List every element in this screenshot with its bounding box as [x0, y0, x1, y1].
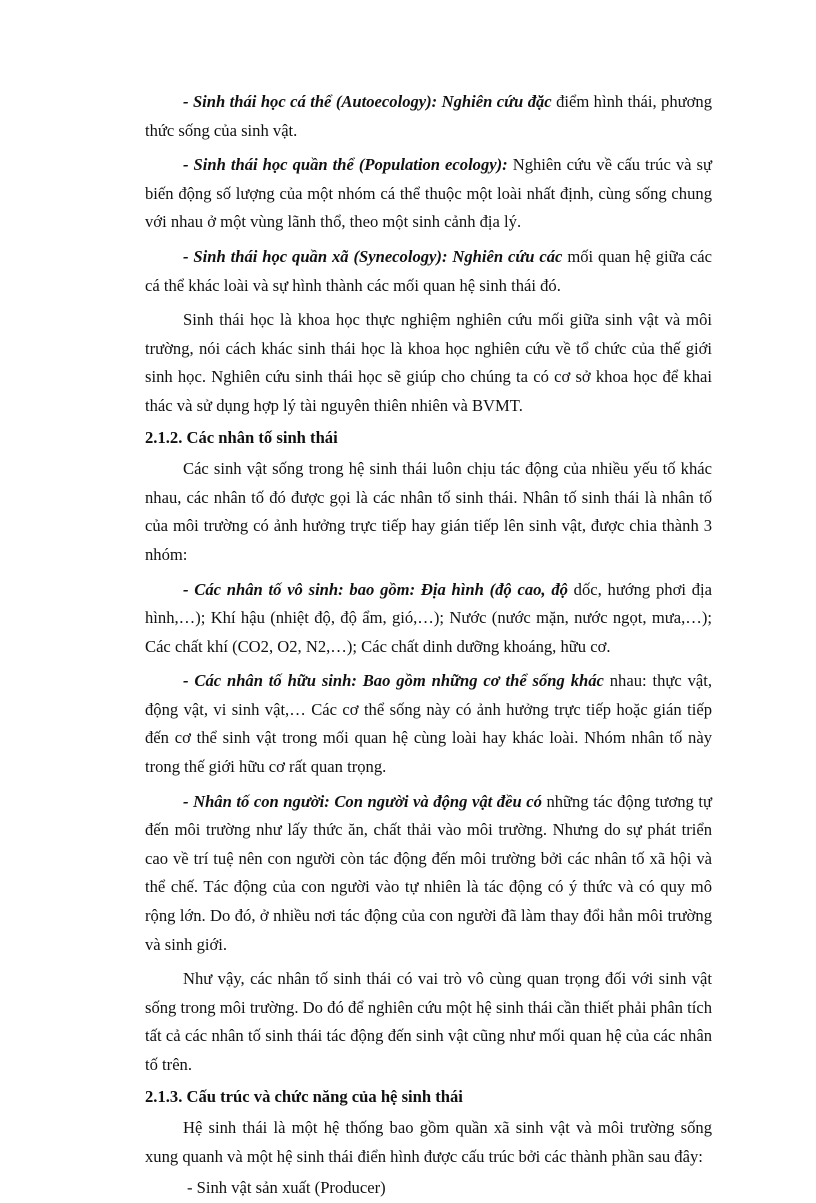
- term-synecology: - Sinh thái học quần xã (Synecology): Nghiên cứu các: [183, 246, 563, 266]
- paragraph-ecology-definition: Sinh thái học là khoa học thực nghiệm nghiên cứu mối giữa sinh vật và môi trường, nói cách khác sinh thái học là khoa học nghiên cứu về tổ chức của thế giới sinh học. Nghiên cứu sinh thái học sẽ giúp cho chúng ta có cơ sở khoa học để khai thác và sử dụng hợp lý tài nguyên thiên nhiên và BVMT.: [145, 310, 712, 415]
- text-population-ecology: Nghiên cứu về cấu trúc và sự biến động số lượng của một nhóm cá thể thuộc một loài nhất định, cùng sống chung với nhau ở một vùng lãnh thổ, theo một sinh cảnh địa lý.: [145, 155, 712, 232]
- text-human-factor: những tác động tương tự đến môi trường như lấy thức ăn, chất thải vào môi trường. Nhưng do sự phát triển cao về trí tuệ nên con người còn tác động đến môi trường bởi các nhân tố xã hội và thể chế. Tác động của con người vào tự nhiên là tác động có ý thức và có quy mô rộng lớn. Do đó, ở nhiều nơi tác động của con người đã làm thay đổi hẳn môi trường và sinh giới.: [145, 791, 712, 954]
- paragraph-population-ecology: [145, 151, 712, 237]
- term-population-ecology: - Sinh thái học quần thể (Population ecology):: [183, 155, 508, 175]
- term-biotic-factors: - Các nhân tố hữu sinh: Bao gồm những cơ thể sống khác: [183, 671, 604, 691]
- paragraph-factors-conclusion: Như vậy, các nhân tố sinh thái có vai trò vô cùng quan trọng đối với sinh vật sống trong môi trường. Do đó để nghiên cứu một hệ sinh thái cần thiết phải phân tích tất cả các nhân tố sinh thái tác động đến sinh vật cũng như mối quan hệ của các nhân tố trên.: [145, 969, 712, 1074]
- paragraph-factors-intro: Các sinh vật sống trong hệ sinh thái luôn chịu tác động của nhiều yếu tố khác nhau, các nhân tố đó được gọi là các nhân tố sinh thái. Nhân tố sinh thái là nhân tố của môi trường có ảnh hưởng trực tiếp hay gián tiếp lên sinh vật, được chia thành 3 nhóm:: [145, 459, 712, 564]
- term-autoecology: - Sinh thái học cá thể (Autoecology): Nghiên cứu đặc: [183, 92, 552, 111]
- paragraph-biotic-factors: [145, 667, 712, 781]
- text-abiotic-factors: dốc, hướng phơi địa hình,…); Khí hậu (nhiệt độ, độ ẩm, gió,…); Nước (nước mặn, nước ngọt, mưa,…); Các chất khí (CO2, O2, N2,…); Các chất dinh dưỡng khoáng, hữu cơ.: [145, 579, 712, 656]
- section-heading-2-1-2: 2.1.2. Các nhân tố sinh thái: [145, 427, 338, 447]
- paragraph-ecosystem-intro: Hệ sinh thái là một hệ thống bao gồm quần xã sinh vật và môi trường sống xung quanh và một hệ sinh thái điển hình được cấu trúc bởi các thành phần sau đây:: [145, 1118, 712, 1166]
- paragraph-human-factor: [145, 788, 712, 960]
- list-item-producer: - Sinh vật sản xuất (Producer): [187, 1178, 386, 1198]
- paragraph-autoecology: [145, 88, 712, 145]
- term-human-factor: - Nhân tố con người: Con người và động vật đều có: [183, 791, 542, 811]
- text-autoecology: điểm hình thái, phương thức sống của sinh vật.: [145, 92, 713, 140]
- section-heading-2-1-3: 2.1.3. Cấu trúc và chức năng của hệ sinh thái: [145, 1086, 463, 1106]
- document-body: [145, 88, 712, 1203]
- text-synecology: mối quan hệ giữa các cá thể khác loài và sự hình thành các mối quan hệ sinh thái đó.: [145, 246, 712, 295]
- paragraph-synecology: [145, 243, 712, 300]
- paragraph-abiotic-factors: [145, 576, 712, 662]
- text-biotic-factors: nhau: thực vật, động vật, vi sinh vật,… Các cơ thể sống này có ảnh hưởng trực tiếp hoặc gián tiếp đến cơ thể sinh vật trong mối quan hệ cùng loài hay khác loài. Nhóm nhân tố này trong thế giới hữu cơ rất quan trọng.: [145, 671, 713, 777]
- term-abiotic-factors: - Các nhân tố vô sinh: bao gồm: Địa hình (độ cao, độ: [183, 579, 568, 599]
